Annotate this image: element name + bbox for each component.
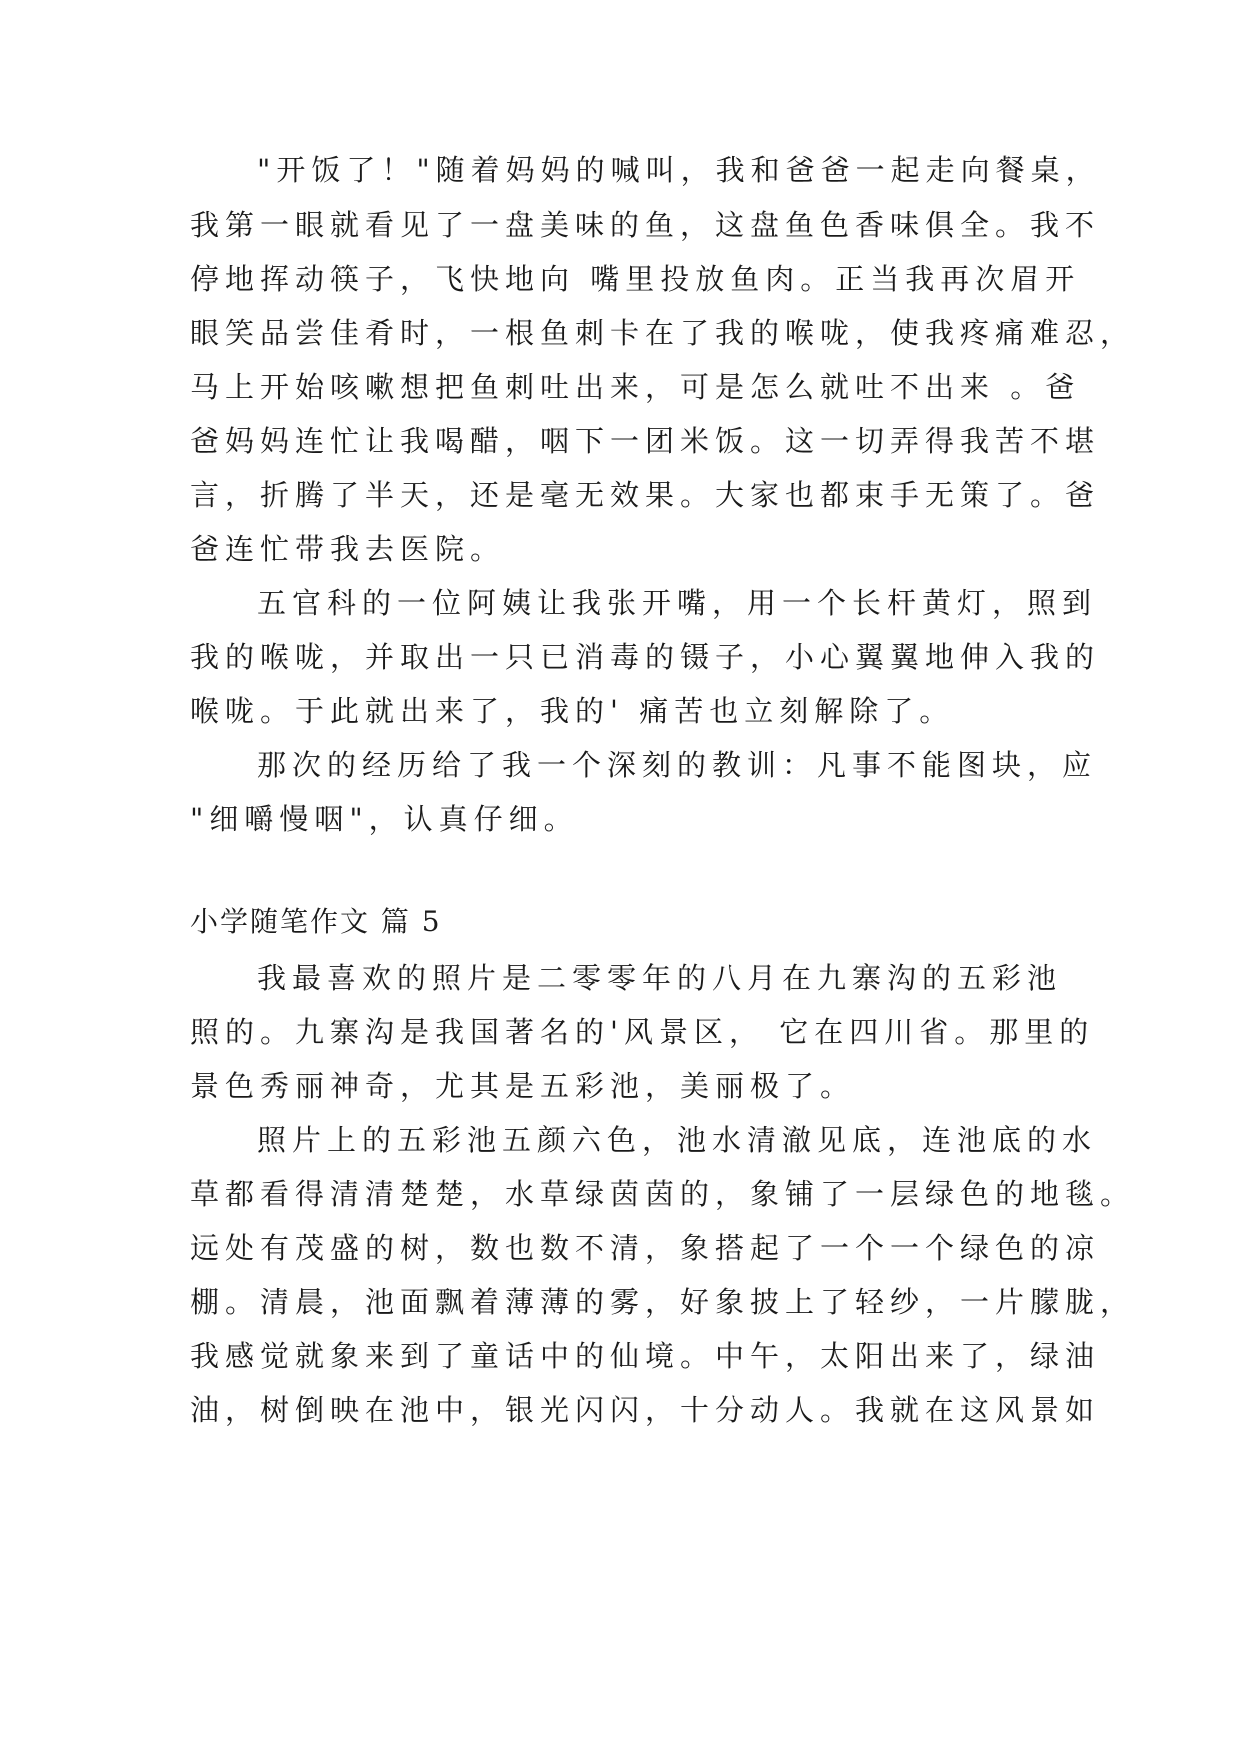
paragraph-line: 言，折腾了半天，还是毫无效果。大家也都束手无策了。爸 bbox=[190, 478, 1101, 512]
paragraph-line: 我最喜欢的照片是二零零年的八月在九寨沟的五彩池 bbox=[257, 961, 1063, 995]
paragraph-line: 五官科的一位阿姨让我张开嘴，用一个长杆黄灯，照到 bbox=[257, 586, 1098, 620]
paragraph-line: 照的。九寨沟是我国著名的'风景区， 它在四川省。那里的 bbox=[190, 1015, 1095, 1049]
paragraph-line: 喉咙。于此就出来了，我的' 痛苦也立刻解除了。 bbox=[190, 694, 955, 728]
paragraph-line: 我的喉咙，并取出一只已消毒的镊子，小心翼翼地伸入我的 bbox=[190, 640, 1101, 674]
paragraph-line: 爸妈妈连忙让我喝醋，咽下一团米饭。这一切弄得我苦不堪 bbox=[190, 424, 1101, 458]
paragraph-line: 草都看得清清楚楚，水草绿茵茵的，象铺了一层绿色的地毯。 bbox=[190, 1177, 1136, 1211]
paragraph-line: 爸连忙带我去医院。 bbox=[190, 532, 506, 566]
paragraph-line: 那次的经历给了我一个深刻的教训：凡事不能图块，应 bbox=[257, 748, 1098, 782]
paragraph-line: 眼笑品尝佳肴时，一根鱼刺卡在了我的喉咙，使我疼痛难忍， bbox=[190, 316, 1136, 350]
paragraph-line: 油，树倒映在池中，银光闪闪，十分动人。我就在这风景如 bbox=[190, 1393, 1101, 1427]
paragraph-line: 照片上的五彩池五颜六色，池水清澈见底，连池底的水 bbox=[257, 1123, 1098, 1157]
paragraph-line: 马上开始咳嗽想把鱼刺吐出来，可是怎么就吐不出来 。爸 bbox=[190, 370, 1081, 404]
paragraph-line: 我第一眼就看见了一盘美味的鱼，这盘鱼色香味俱全。我不 bbox=[190, 208, 1101, 242]
paragraph-line: "开饭了！"随着妈妈的喊叫，我和爸爸一起走向餐桌， bbox=[257, 153, 1101, 187]
paragraph-line: 景色秀丽神奇，尤其是五彩池，美丽极了。 bbox=[190, 1069, 856, 1103]
paragraph-line: 停地挥动筷子，飞快地向 嘴里投放鱼肉。正当我再次眉开 bbox=[190, 262, 1081, 296]
paragraph-line: "细嚼慢咽"，认真仔细。 bbox=[190, 802, 579, 836]
paragraph-line: 我感觉就象来到了童话中的仙境。中午，太阳出来了，绿油 bbox=[190, 1339, 1101, 1373]
paragraph-line: 棚。清晨，池面飘着薄薄的雾，好象披上了轻纱，一片朦胧， bbox=[190, 1285, 1136, 1319]
section-heading: 小学随笔作文 篇 5 bbox=[190, 905, 442, 938]
paragraph-line: 远处有茂盛的树，数也数不清，象搭起了一个一个绿色的凉 bbox=[190, 1231, 1101, 1265]
